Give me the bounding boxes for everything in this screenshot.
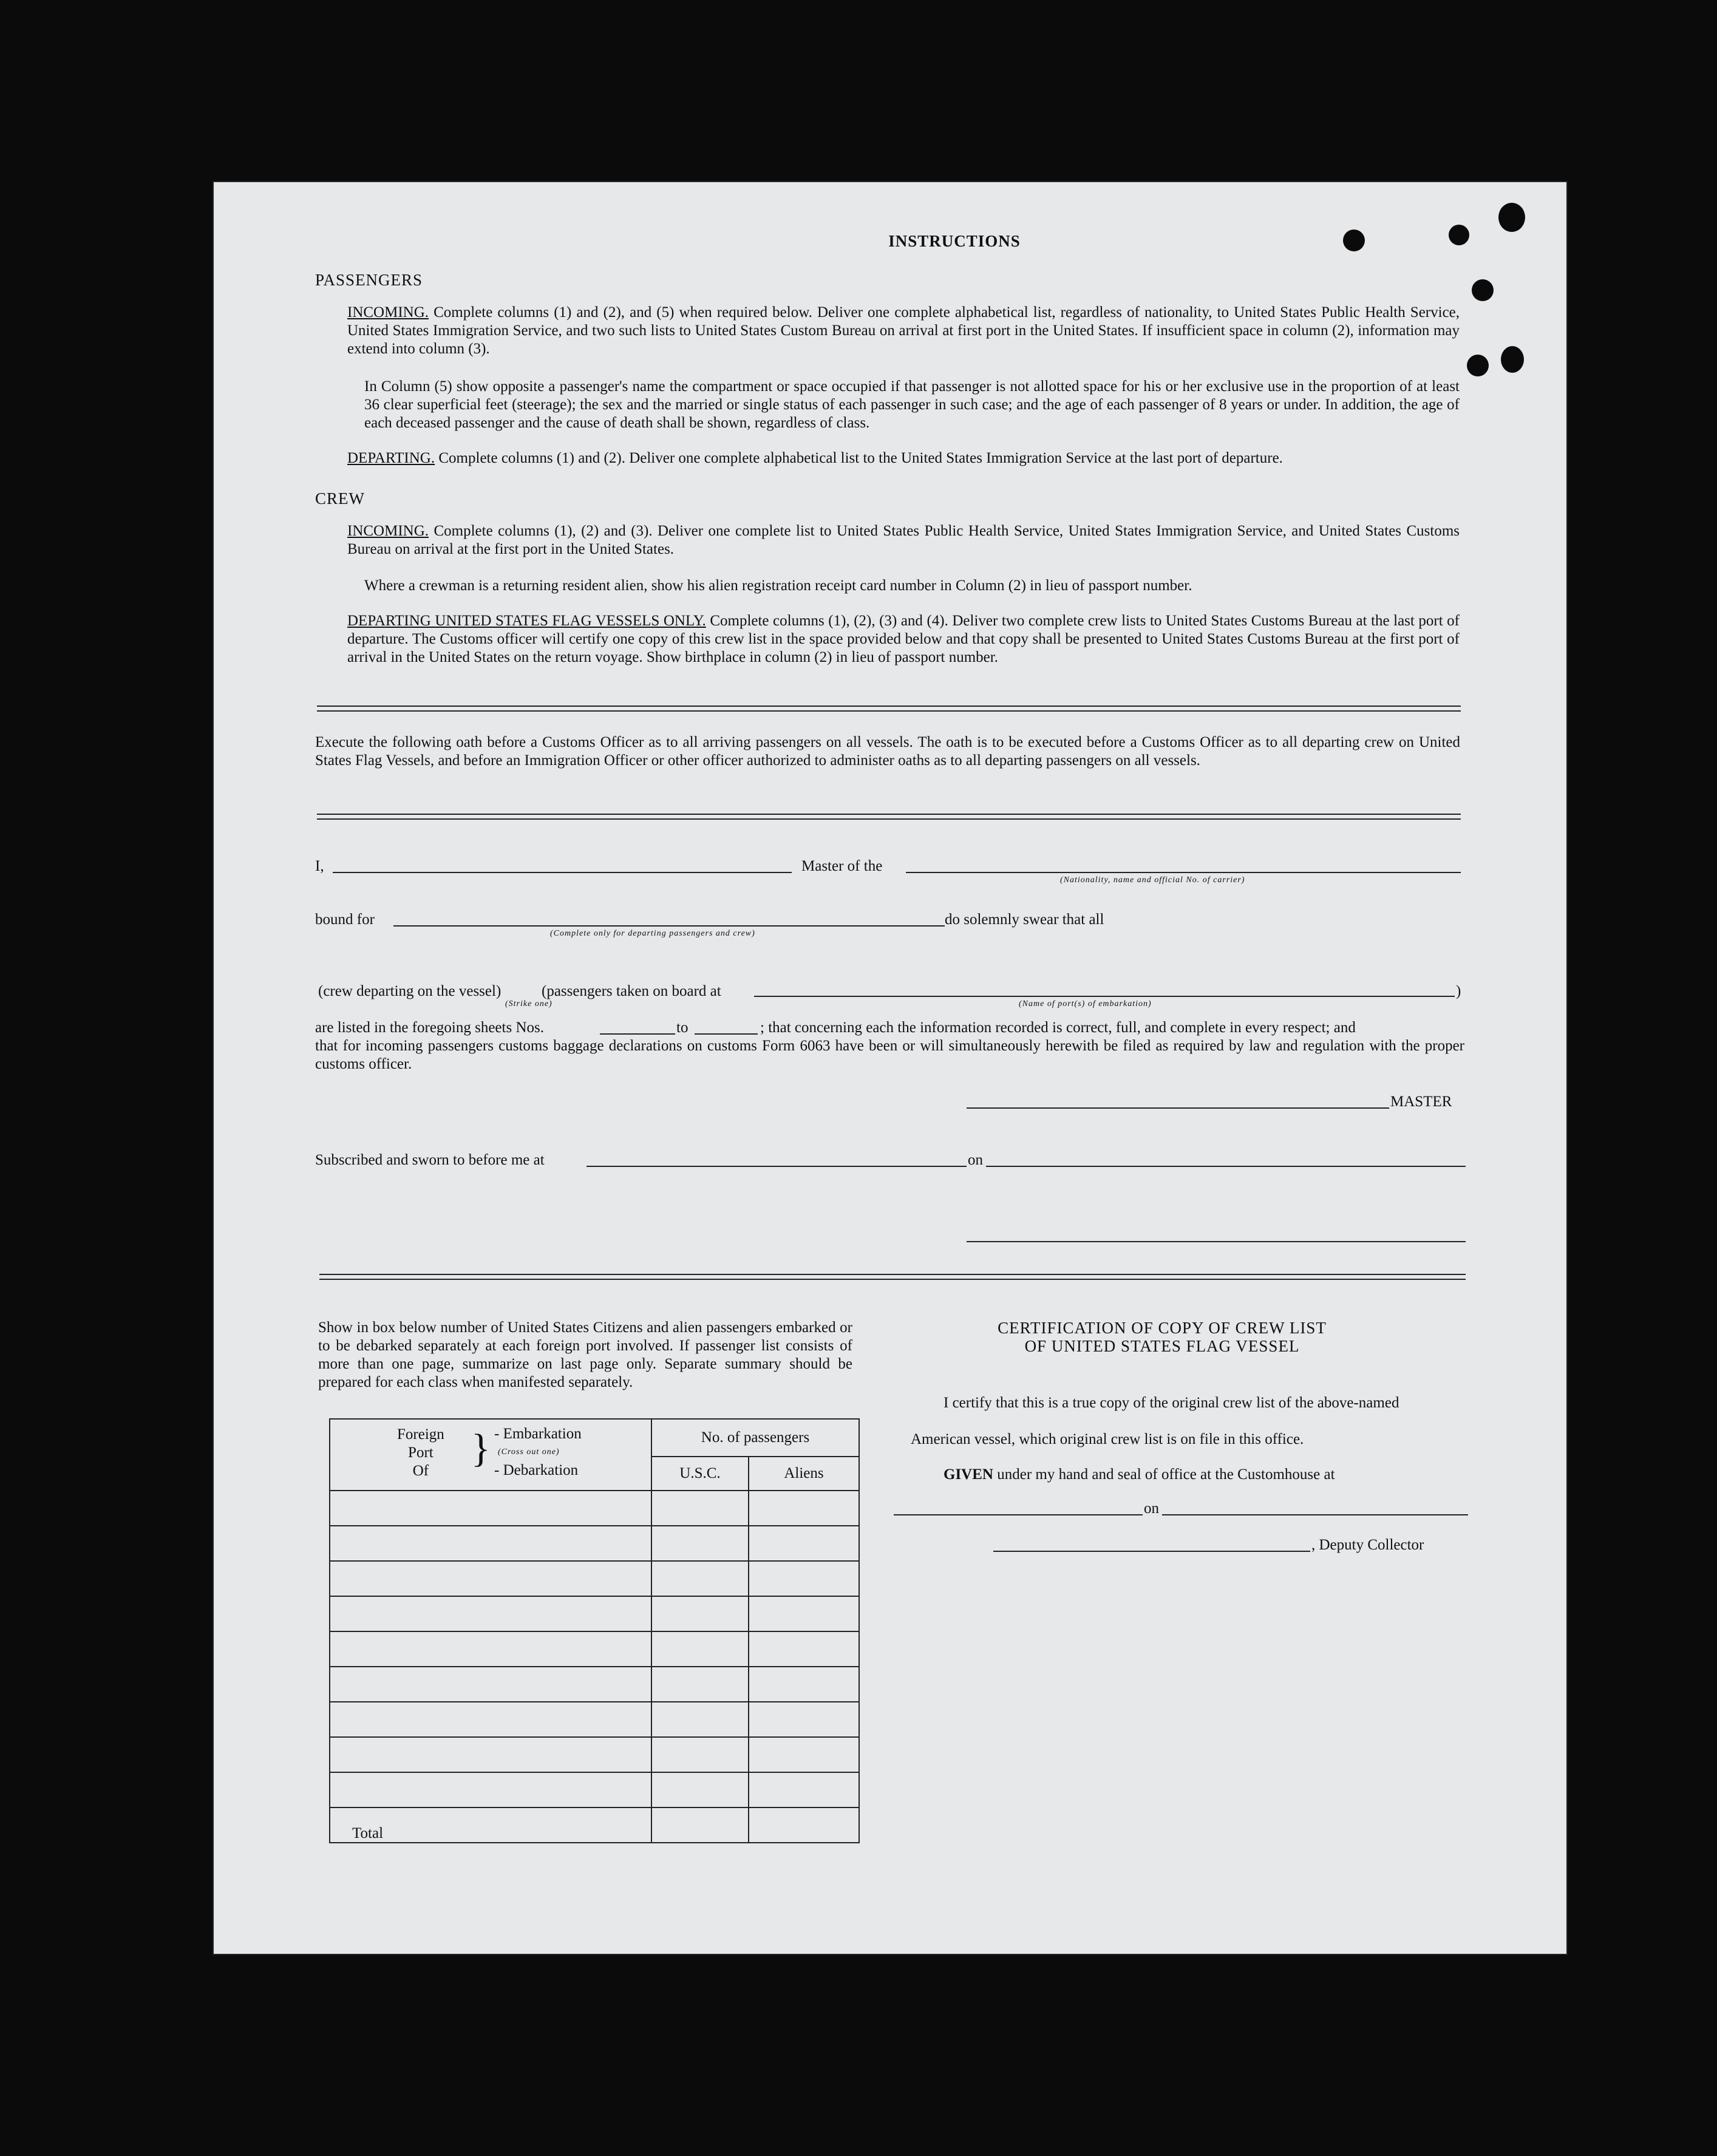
to-label: to <box>676 1019 688 1036</box>
punch-hole <box>1472 279 1494 301</box>
close-paren: ) <box>1456 983 1461 999</box>
aliens-cell[interactable] <box>749 1491 859 1526</box>
usc-cell[interactable] <box>651 1667 749 1702</box>
aliens-cell[interactable] <box>749 1772 859 1807</box>
debarkation-option: - Debarkation <box>494 1462 579 1478</box>
embarkation-option: - Embarkation <box>494 1426 582 1442</box>
nationality-caption: (Nationality, name and official No. of carrier) <box>1060 876 1245 885</box>
usc-cell[interactable] <box>651 1561 749 1596</box>
usc-cell[interactable] <box>651 1737 749 1772</box>
crew-departing-option: (crew departing on the vessel) <box>318 983 501 999</box>
sheet-to-line <box>695 1033 758 1035</box>
certify-text: I certify that this is a true copy of the original crew list of the above-named <box>943 1395 1399 1411</box>
table-row <box>330 1667 859 1702</box>
certification-date-line <box>1162 1514 1468 1515</box>
passengers-incoming-block <box>347 304 1460 358</box>
passenger-summary-table <box>329 1418 860 1843</box>
deputy-collector-label: , Deputy Collector <box>1311 1537 1424 1553</box>
port-cell[interactable] <box>330 1702 651 1737</box>
table-row <box>330 1491 859 1526</box>
given-block <box>943 1466 1466 1484</box>
aliens-header: Aliens <box>749 1457 859 1491</box>
passengers-departing-text: Complete columns (1) and (2). Deliver one complete alphabetical list to the United States Immigration Service at the last port of departure. <box>438 450 1283 466</box>
foreign-label: Foreign <box>397 1426 444 1443</box>
port-caption: (Name of port(s) of embarkation) <box>1019 999 1152 1008</box>
master-name-line <box>333 872 792 873</box>
port-cell[interactable] <box>330 1737 651 1772</box>
customs-text: that for incoming passengers customs baggage declarations on customs Form 6063 have been or will simultaneously herewith be filed as required by law and regulation with the proper customs officer. <box>315 1038 1464 1072</box>
form-page <box>214 182 1566 1954</box>
usc-total-cell[interactable] <box>651 1807 749 1843</box>
passengers-incoming-label: INCOMING. <box>347 304 429 321</box>
subscribed-date-line <box>986 1166 1466 1167</box>
cross-out-caption: (Cross out one) <box>498 1447 560 1457</box>
aliens-cell[interactable] <box>749 1631 859 1667</box>
port-label: Port <box>408 1444 433 1461</box>
passengers-incoming-text: Complete columns (1) and (2), and (5) when required below. Deliver one complete alphabetical list, regardless of nationality, to United States Public Health Service, United States Immigration Service, and two such lists to United States Custom Bureau on arrival at first port in the United States. If insufficient space in column (2), information may extend into column (3). <box>347 304 1460 357</box>
aliens-cell[interactable] <box>749 1596 859 1631</box>
passengers-departing-block <box>347 449 1460 468</box>
crew-departing-label: DEPARTING UNITED STATES FLAG VESSELS ONLY. <box>347 613 706 629</box>
crew-heading: CREW <box>315 489 365 508</box>
listed-text: ; that concerning each the information recorded is correct, full, and complete in every respect; and <box>760 1019 1356 1036</box>
usc-cell[interactable] <box>651 1631 749 1667</box>
page-title: INSTRUCTIONS <box>888 232 1021 250</box>
given-label: GIVEN <box>943 1466 993 1483</box>
usc-cell[interactable] <box>651 1772 749 1807</box>
certification-title-1: CERTIFICATION OF COPY OF CREW LIST <box>998 1319 1327 1337</box>
crew-incoming-text: Complete columns (1), (2) and (3). Deliver one complete list to United States Public Health Service, United States Immigration Service, and United States Customs Bureau on arrival at the first port in the United States. <box>347 523 1460 557</box>
passengers-taken-option: (passengers taken on board at <box>542 983 721 999</box>
listed-label: are listed in the foregoing sheets Nos. <box>315 1019 544 1036</box>
subscribed-on-label: on <box>968 1152 983 1168</box>
aliens-cell[interactable] <box>749 1526 859 1561</box>
crew-departing-text: Complete columns (1), (2), (3) and (4). Deliver two complete crew lists to United States Customs Bureau at the last port of departure. The Customs officer will certify one copy of this crew list in the space provided below and that copy shall be presented to United States Customs Bureau at the first port of arrival in the United States on the return voyage. Show birthplace in column (2) in lieu of passport number. <box>347 613 1460 665</box>
of-label: Of <box>412 1463 429 1479</box>
aliens-cell[interactable] <box>749 1737 859 1772</box>
port-cell[interactable] <box>330 1772 651 1807</box>
table-row <box>330 1737 859 1772</box>
table-row <box>330 1561 859 1596</box>
table-row <box>330 1702 859 1737</box>
aliens-cell[interactable] <box>749 1561 859 1596</box>
punch-hole <box>1449 225 1469 245</box>
bound-for-label: bound for <box>315 911 375 928</box>
brace-glyph: } <box>471 1426 491 1471</box>
port-cell[interactable] <box>330 1526 651 1561</box>
certification-on-label: on <box>1144 1500 1159 1517</box>
table-row <box>330 1526 859 1561</box>
usc-header: U.S.C. <box>651 1457 749 1491</box>
passengers-heading: PASSENGERS <box>315 271 423 289</box>
subscribed-place-line <box>586 1166 967 1167</box>
oath-i-label: I, <box>315 858 324 874</box>
officer-signature-line <box>967 1241 1466 1242</box>
passengers-departing-label: DEPARTING. <box>347 450 435 466</box>
table-row <box>330 1596 859 1631</box>
aliens-cell[interactable] <box>749 1667 859 1702</box>
port-line <box>754 996 1455 997</box>
divider <box>317 706 1461 712</box>
divider <box>317 814 1461 820</box>
divider <box>319 1274 1466 1280</box>
vessel-text: American vessel, which original crew list is on file in this office. <box>911 1431 1304 1447</box>
master-label: MASTER <box>1390 1093 1452 1110</box>
usc-cell[interactable] <box>651 1526 749 1561</box>
crew-incoming-block <box>347 522 1460 559</box>
port-cell[interactable] <box>330 1667 651 1702</box>
usc-cell[interactable] <box>651 1596 749 1631</box>
punch-hole <box>1467 355 1489 376</box>
punch-hole <box>1343 230 1365 251</box>
carrier-line <box>906 872 1461 873</box>
foreign-port-header <box>330 1419 651 1491</box>
port-cell[interactable] <box>330 1596 651 1631</box>
certification-title-2: OF UNITED STATES FLAG VESSEL <box>1024 1337 1300 1355</box>
crew-incoming-label: INCOMING. <box>347 523 429 539</box>
total-label: Total <box>330 1807 651 1843</box>
passengers-column5-text: In Column (5) show opposite a passenger's name the compartment or space occupied if that passenger is not allotted space for his or her exclusive use in the proportion of at least 36 clear superficial feet (steerage); the sex and the married or single status of each passenger in such case; and the age of each passenger of 8 years or under. In addition, the age of each deceased passenger and the cause of death shall be shown, regardless of class. <box>364 378 1460 431</box>
subscribed-label: Subscribed and sworn to before me at <box>315 1152 545 1168</box>
usc-cell[interactable] <box>651 1702 749 1737</box>
port-cell[interactable] <box>330 1491 651 1526</box>
strike-caption: (Strike one) <box>505 999 552 1008</box>
no-passengers-header: No. of passengers <box>651 1419 859 1457</box>
table-row <box>330 1772 859 1807</box>
port-cell[interactable] <box>330 1631 651 1667</box>
crew-departing-block <box>347 612 1460 667</box>
table-row <box>330 1631 859 1667</box>
punch-hole <box>1498 203 1525 232</box>
total-row <box>330 1807 859 1843</box>
swear-label: do solemnly swear that all <box>945 911 1104 928</box>
deputy-signature-line <box>993 1551 1310 1552</box>
sheet-from-line <box>600 1033 675 1035</box>
port-cell[interactable] <box>330 1561 651 1596</box>
usc-cell[interactable] <box>651 1491 749 1526</box>
bound-caption: (Complete only for departing passengers and crew) <box>550 929 755 938</box>
customhouse-line <box>894 1514 1143 1515</box>
oath-intro: Execute the following oath before a Customs Officer as to all arriving passengers on all vessels. The oath is to be executed before a Customs Officer as to all departing crew on United States Flag Vessels, and before an Immigration Officer or other officer authorized to administer oaths as to all departing passengers on all vessels. <box>315 734 1460 769</box>
aliens-total-cell[interactable] <box>749 1807 859 1843</box>
punch-hole <box>1501 346 1524 373</box>
master-of-label: Master of the <box>801 858 883 874</box>
bound-for-line <box>393 925 945 927</box>
given-text: under my hand and seal of office at the Customhouse at <box>997 1466 1335 1483</box>
master-signature-line <box>967 1107 1389 1109</box>
crew-alien-text: Where a crewman is a returning resident alien, show his alien registration receipt card number in Column (2) in lieu of passport number. <box>364 577 1192 594</box>
summary-instructions: Show in box below number of United States Citizens and alien passengers embarked or to be debarked separately at each foreign port involved. If passenger list consists of more than one page, summarize on last page only. Separate summary should be prepared for each class when manifested separately. <box>318 1319 852 1390</box>
aliens-cell[interactable] <box>749 1702 859 1737</box>
